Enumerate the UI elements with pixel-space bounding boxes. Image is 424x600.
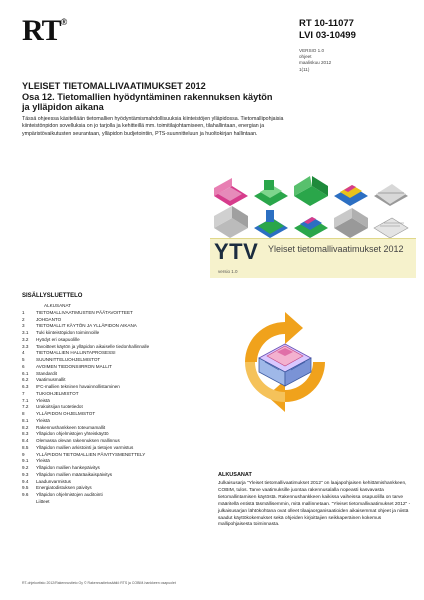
toc-heading: SISÄLLYSLUETTELO xyxy=(22,293,83,299)
rt-code: RT 10-11077 xyxy=(299,18,354,29)
building-icon xyxy=(214,206,248,238)
toc-item-text: Urakoitsijan tuotetiedot xyxy=(36,404,83,410)
toc-item-number: 5 xyxy=(22,357,25,362)
building-icon xyxy=(374,218,408,238)
toc-item-number: 1 xyxy=(22,309,25,315)
toc-item xyxy=(22,317,207,324)
toc-item-text: AVOIMEN TIEDONSIIRRON MALLIT xyxy=(36,363,112,369)
toc-item-text: SUUNNITTELUOHJELMISTOT xyxy=(36,357,101,362)
toc-item xyxy=(22,391,207,398)
toc-item-number: 7.2 xyxy=(22,404,29,410)
toc-item-text: Ylläpidon mallien hankepäivitys xyxy=(36,465,100,470)
toc-item xyxy=(22,452,207,459)
registered-mark: ® xyxy=(60,17,67,27)
toc-item-number: 8.2 xyxy=(22,424,29,430)
lvi-code: LVI 03-10499 xyxy=(299,30,356,41)
ytv-banner xyxy=(210,238,416,278)
table-of-contents xyxy=(22,293,207,506)
building-icon xyxy=(254,210,288,238)
toc-item-text: Yleistä xyxy=(36,417,50,423)
toc-item xyxy=(22,499,207,506)
building-icon xyxy=(334,185,368,206)
toc-item-number: 7.1 xyxy=(22,397,29,403)
toc-item xyxy=(22,445,207,452)
toc-item-text: YLLÄPIDON OHJELMISTOT xyxy=(36,411,96,416)
toc-item-number: 9 xyxy=(22,451,25,457)
toc-item-number: 8.3 xyxy=(22,431,29,437)
toc-item-number: 3 xyxy=(22,323,25,329)
foreword-section xyxy=(218,472,416,529)
toc-item xyxy=(22,371,207,378)
toc-item-text: TIETOMALLIEN HALLINTAPROSESSI xyxy=(36,350,116,356)
toc-item-text: Tuki kiinteistöpidon toiminnoille xyxy=(36,330,100,335)
toc-item-number: 8.4 xyxy=(22,438,29,443)
logo-text: RT xyxy=(22,14,61,47)
toc-item xyxy=(22,492,207,499)
toc-item-number: 9.4 xyxy=(22,478,29,484)
toc-item xyxy=(22,384,207,391)
toc-item xyxy=(22,485,207,492)
toc-item-number xyxy=(30,303,44,310)
building-icon xyxy=(334,208,368,238)
toc-item xyxy=(22,404,207,411)
toc-item xyxy=(22,344,207,351)
toc-item-number xyxy=(22,499,36,506)
toc-item-text: ALKUSANAT xyxy=(44,303,71,308)
toc-item-number: 6 xyxy=(22,363,25,369)
toc-item-number: 7 xyxy=(22,390,25,396)
toc-item xyxy=(22,465,207,472)
toc-item xyxy=(22,438,207,445)
toc-item-number: 6.2 xyxy=(22,377,29,383)
toc-item-text: TUKIOHJELMISTOT xyxy=(36,390,79,396)
toc-item xyxy=(22,472,207,479)
toc-item xyxy=(22,418,207,425)
meta-type: ohjeet xyxy=(299,54,312,60)
toc-item-text: TIETOMALLIT KÄYTÖN JA YLLÄPIDON AIKANA xyxy=(36,323,137,329)
title-line-3: ja ylläpidon aikana xyxy=(22,102,104,113)
toc-item-text: Standardit xyxy=(36,370,57,376)
toc-item-number: 4 xyxy=(22,350,25,356)
toc-item-text: Vaatimusmallit xyxy=(36,377,66,383)
document-codes xyxy=(299,18,356,42)
toc-item-text: Yleistä xyxy=(36,397,50,403)
lifecycle-svg xyxy=(215,300,355,425)
toc-item-number: 3.3 xyxy=(22,343,29,349)
meta-page: 1(11) xyxy=(299,66,310,72)
toc-item-number: 8.5 xyxy=(22,444,29,450)
toc-item-text: Tavoitteet käytön ja ylläpidon aikaiselle tiedonhallinnalle xyxy=(36,343,150,349)
toc-item-number: 9.1 xyxy=(22,458,29,464)
toc-item-text: YLLÄPIDON TIETOMALLIEN PÄIVITYSMENETTELY xyxy=(36,451,146,457)
toc-item-text: Energiatodistuksen päivitys xyxy=(36,485,92,491)
toc-item xyxy=(30,303,207,310)
toc-item xyxy=(22,411,207,418)
ytv-version: versio 1.0 xyxy=(218,269,238,274)
toc-item-text: Hyödyt eri osapuolille xyxy=(36,336,80,342)
toc-item-text: Ylläpidon mallien arkistointi ja tietojen varmistus xyxy=(36,444,134,450)
toc-item-number: 6.1 xyxy=(22,370,29,376)
building-icon xyxy=(294,176,328,206)
toc-item-text: Ylläpidon mallien määräaikaispäivitys xyxy=(36,471,113,477)
toc-item xyxy=(22,431,207,438)
toc-item-text: Liitteet xyxy=(36,498,50,504)
building-icons-svg xyxy=(210,170,416,240)
ytv-logo: YTV xyxy=(214,239,259,264)
toc-item-number: 3.2 xyxy=(22,336,29,342)
toc-list xyxy=(22,303,207,506)
toc-item-text: JOHDANTO xyxy=(36,316,62,322)
toc-item-text: Laadunvarmistus xyxy=(36,478,71,484)
toc-item xyxy=(22,337,207,344)
toc-item xyxy=(22,357,207,364)
building-icon xyxy=(374,184,408,206)
rt-logo xyxy=(22,16,66,46)
document-title xyxy=(22,81,312,113)
toc-item-text: Ylläpidon ohjelmistojen auditointi xyxy=(36,492,103,497)
ytv-title: Yleiset tietomallivaatimukset 2012 xyxy=(268,244,404,254)
toc-item xyxy=(22,330,207,337)
building-model xyxy=(259,344,311,386)
toc-item-text: Olemassa olevan rakennuksen mallinnus xyxy=(36,438,120,443)
toc-item-number: 9.2 xyxy=(22,465,29,470)
toc-item xyxy=(22,425,207,432)
toc-item-text: TIETOMALLIVAATIMUSTEN PÄÄTAVOITTEET xyxy=(36,309,133,315)
building-icon xyxy=(294,217,328,238)
toc-item xyxy=(22,310,207,317)
toc-item-text: Yleistä xyxy=(36,458,50,464)
toc-item-text: Ylläpidon ohjelmistojen yhteiskäyttö xyxy=(36,431,109,437)
toc-item-number: 8.1 xyxy=(22,417,29,423)
toc-item-number: 9.3 xyxy=(22,471,29,477)
meta-version: VERSIO 1.0 xyxy=(299,48,325,53)
document-meta xyxy=(299,48,331,73)
page-footer: RT-ohjekortisto 2012/Rakennustieto Oy © Rakennustietosäätiö RTS ja COBIM-hankkeen osapuolet xyxy=(22,581,176,585)
toc-item-number: 2 xyxy=(22,316,25,322)
foreword-heading: ALKUSANAT xyxy=(218,472,252,478)
toc-item-number: 9.5 xyxy=(22,485,29,491)
toc-item xyxy=(22,479,207,486)
meta-date: maaliskuu 2012 xyxy=(299,60,332,66)
toc-item-text: IFC-mallien tekninen havainnollistaminen xyxy=(36,384,120,389)
toc-item xyxy=(22,323,207,330)
toc-item-number: 3.1 xyxy=(22,330,29,335)
building-icon xyxy=(214,178,248,206)
lifecycle-illustration xyxy=(215,300,355,425)
toc-item xyxy=(22,458,207,465)
toc-item-number: 9.6 xyxy=(22,492,29,497)
foreword-text: Julkaisusarja "Yleiset tietomallivaatimukset 2012" on laajapohjaisen kehittämishankkeen, COBIM, tulos. Tarve vaatimuksille juontaa rakennusalalla nopeasti kasvavasta tietomallintamisen käytöstä. Rakennushankkeen kaikissa vaiheissa osapuolilla on tarve määritellä entistä täsmällisemmin, mitä mallinnetaan. "Yleiset tietomallivaatimukset 2012" -julkaisusarjan lähtökohtana ovat olleet tilaajaorganisaatioiden aikaisemmat ohjeet ja niistä saadut käyttökokemukset sekä ohjeiden kirjoittajien seikkaperäinen kokemus mallipohjaisesta toiminnasta. xyxy=(218,481,411,528)
toc-item xyxy=(22,364,207,371)
title-line-2: Osa 12. Tietomallien hyödyntäminen rakennuksen käytön xyxy=(22,91,273,102)
toc-item-number: 8 xyxy=(22,411,25,416)
toc-item xyxy=(22,350,207,357)
title-line-1: YLEISET TIETOMALLIVAATIMUKSET 2012 xyxy=(22,81,206,91)
toc-item xyxy=(22,377,207,384)
toc-item-number: 6.3 xyxy=(22,384,29,389)
toc-item xyxy=(22,398,207,405)
building-icon xyxy=(254,180,288,206)
building-icons-illustration xyxy=(210,170,416,240)
toc-item-text: Rakennushankkeen toteumamallit xyxy=(36,424,106,430)
intro-paragraph: Tässä ohjeessa käsitellään tietomallien hyödyntämismahdollisuuksia kiinteistöjen ylläpidossa. Tietomallipohjaisia kiinteistönpidon sovelluksia on jo tarjolla ja kehitteillä mm. toimitilajohtamiseen, tilahallintaan, energian ja ympäristövaikutusten seurantaan, ylläpidon budjetointiin, PTS-suunnitteluun ja huoltokirjan hallintaan. xyxy=(22,116,284,137)
